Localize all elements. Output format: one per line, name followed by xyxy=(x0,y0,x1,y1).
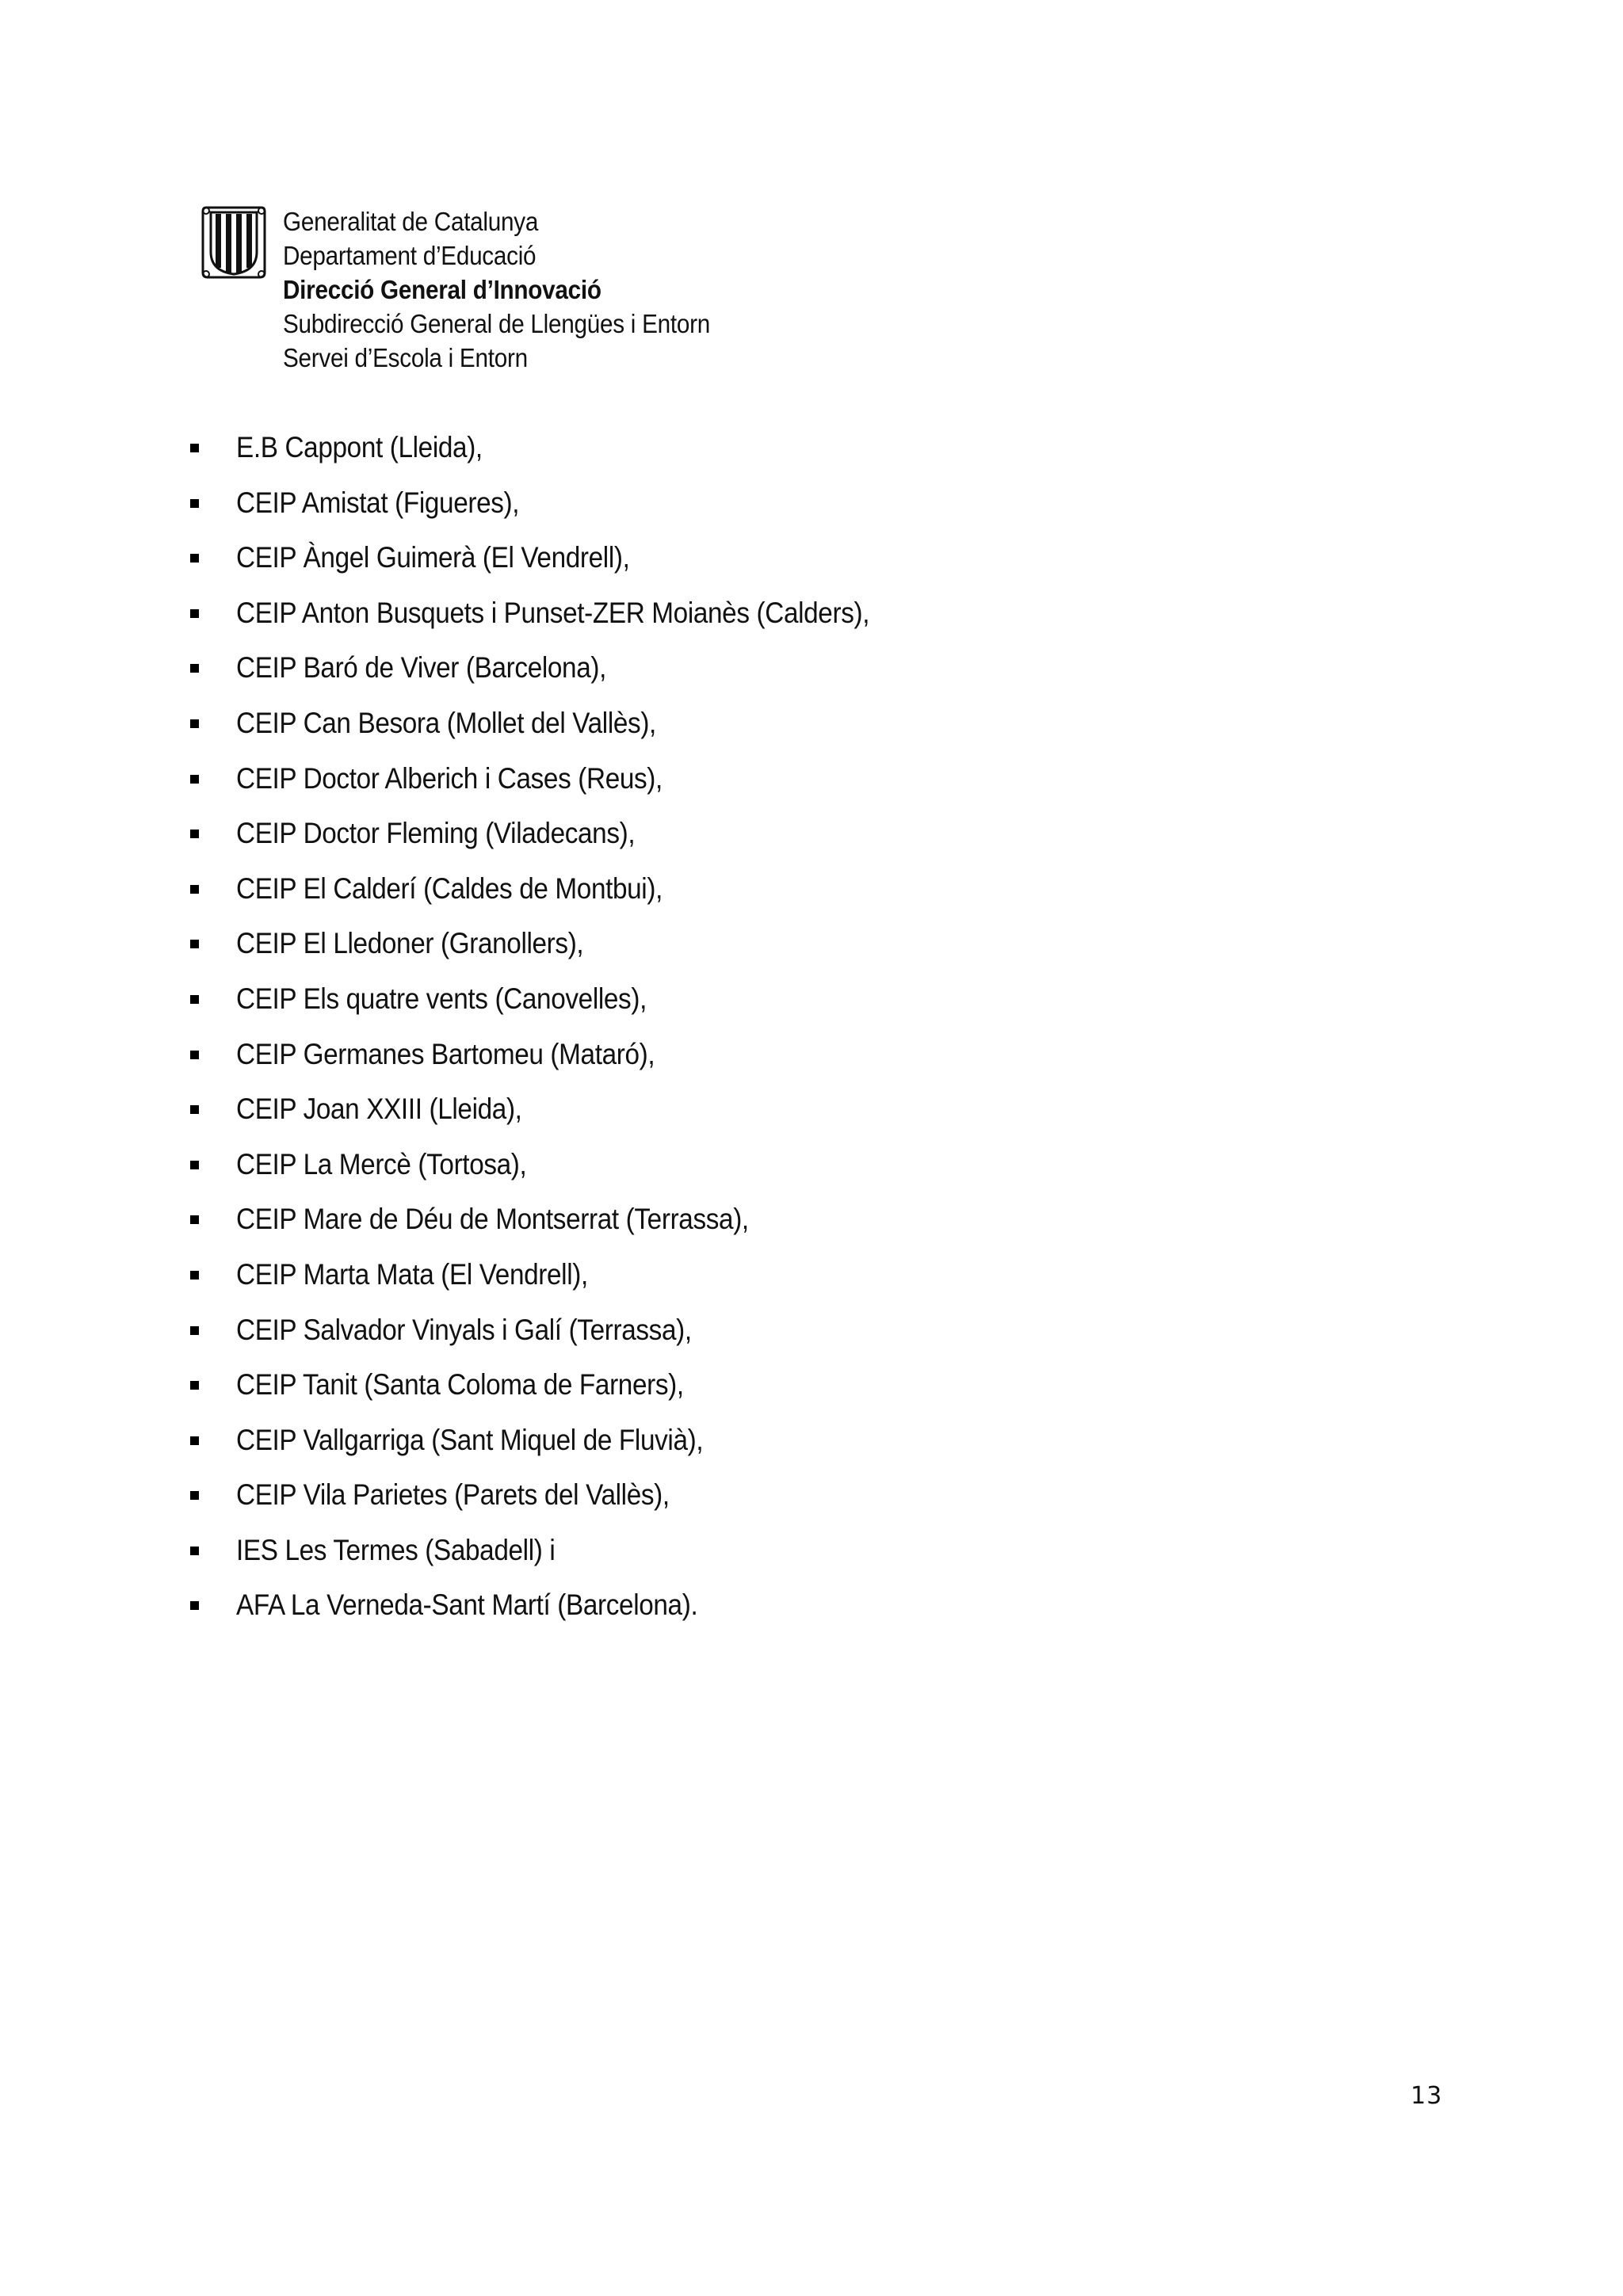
letterhead-line: Direcció General d’Innovació xyxy=(283,275,601,304)
square-bullet-icon xyxy=(190,1051,199,1059)
list-item-text: CEIP Joan XXIII (Lleida), xyxy=(236,1093,522,1126)
list-item-text: E.B Cappont (Lleida), xyxy=(236,431,483,463)
list-item-text: CEIP Baró de Viver (Barcelona), xyxy=(236,651,607,685)
square-bullet-icon xyxy=(190,1436,199,1445)
list-item-text: CEIP Àngel Guimerà (El Vendrell), xyxy=(236,541,630,574)
list-item-text: CEIP El Lledoner (Granollers), xyxy=(236,927,584,960)
list-item-text: CEIP Anton Busquets i Punset-ZER Moianès (Calders), xyxy=(236,596,870,629)
square-bullet-icon xyxy=(190,940,199,948)
square-bullet-icon xyxy=(190,609,199,618)
square-bullet-icon xyxy=(190,1601,199,1610)
list-item-text: CEIP El Calderí (Caldes de Montbui), xyxy=(236,871,663,905)
list-item-text: CEIP Tanit (Santa Coloma de Farners), xyxy=(236,1368,684,1402)
list-item-text: CEIP Mare de Déu de Montserrat (Terrassa), xyxy=(236,1203,749,1236)
square-bullet-icon xyxy=(190,1491,199,1500)
square-bullet-icon xyxy=(190,1547,199,1555)
list-item-text: CEIP Marta Mata (El Vendrell), xyxy=(236,1257,588,1291)
square-bullet-icon xyxy=(190,885,199,894)
letterhead-line: Subdirecció General de Llengües i Entorn xyxy=(283,309,711,338)
square-bullet-icon xyxy=(190,1215,199,1224)
square-bullet-icon xyxy=(190,1326,199,1335)
square-bullet-icon xyxy=(190,995,199,1004)
square-bullet-icon xyxy=(190,664,199,673)
letterhead-line: Servei d’Escola i Entorn xyxy=(283,343,528,372)
square-bullet-icon xyxy=(190,775,199,784)
list-item-text: CEIP Doctor Fleming (Viladecans), xyxy=(236,817,636,850)
square-bullet-icon xyxy=(190,1105,199,1114)
letterhead xyxy=(201,204,915,387)
letterhead-line: Departament d’Educació xyxy=(283,241,537,270)
list-item-text: CEIP Vallgarriga (Sant Miquel de Fluvià), xyxy=(236,1423,704,1456)
list-item-text: CEIP Doctor Alberich i Cases (Reus), xyxy=(236,761,663,795)
list-item-text: IES Les Termes (Sabadell) i xyxy=(236,1533,556,1566)
letterhead-text xyxy=(283,204,710,375)
page-number: 13 xyxy=(1411,2082,1443,2110)
generalitat-coat-of-arms-icon xyxy=(201,204,266,280)
square-bullet-icon xyxy=(190,830,199,838)
square-bullet-icon xyxy=(190,499,199,508)
square-bullet-icon xyxy=(190,554,199,563)
list-item-text: CEIP La Mercè (Tortosa), xyxy=(236,1147,527,1180)
letterhead-line: Generalitat de Catalunya xyxy=(283,207,539,236)
list-item-text: CEIP Vila Parietes (Parets del Vallès), xyxy=(236,1478,670,1512)
list-item-text: CEIP Els quatre vents (Canovelles), xyxy=(236,982,647,1015)
square-bullet-icon xyxy=(190,719,199,728)
square-bullet-icon xyxy=(190,1271,199,1280)
list-item-text: CEIP Amistat (Figueres), xyxy=(236,486,520,519)
square-bullet-icon xyxy=(190,444,199,452)
list-item-text: CEIP Germanes Bartomeu (Mataró), xyxy=(236,1037,655,1070)
list-item-text: AFA La Verneda-Sant Martí (Barcelona). xyxy=(236,1589,698,1622)
square-bullet-icon xyxy=(190,1161,199,1169)
list-item-text: CEIP Can Besora (Mollet del Vallès), xyxy=(236,706,656,739)
list-item-text: CEIP Salvador Vinyals i Galí (Terrassa), xyxy=(236,1313,692,1346)
square-bullet-icon xyxy=(190,1381,199,1390)
